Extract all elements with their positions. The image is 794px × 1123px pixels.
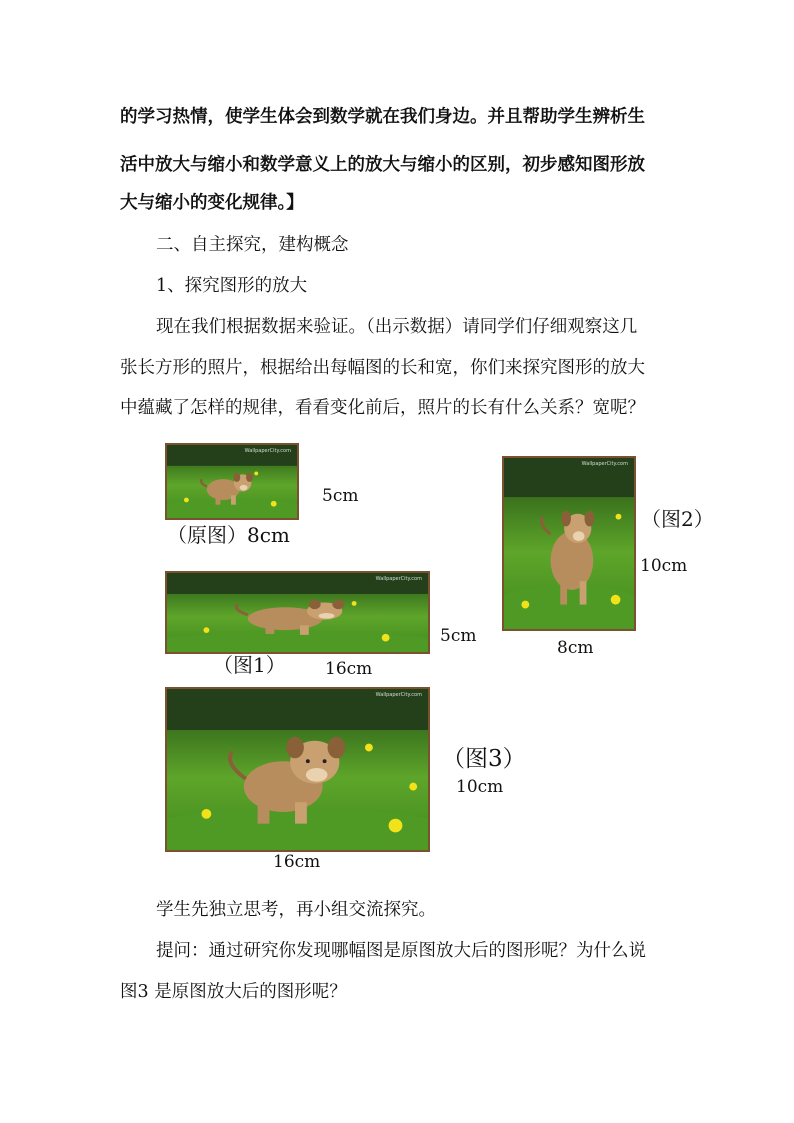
puppy-illustration: [167, 445, 297, 518]
paragraph-1-line-3: 大与缩小的变化规律。】: [120, 193, 304, 213]
paragraph-2-line-2: 张长方形的照片，根据给出每幅图的长和宽，你们来探究图形的放大: [120, 358, 645, 378]
subsection-heading: 1、探究图形的放大: [156, 276, 308, 296]
figure-2-height-label: 10cm: [640, 556, 688, 576]
puppy-illustration: [167, 573, 428, 652]
figure-1-caption: （图1）: [213, 653, 286, 677]
paragraph-4-line-1: 提问：通过研究你发现哪幅图是原图放大后的图形呢？为什么说: [156, 941, 646, 961]
paragraph-3: 学生先独立思考，再小组交流探究。: [156, 900, 436, 920]
section-heading: 二、自主探究，建构概念: [156, 235, 349, 255]
figure-1-height-label: 5cm: [440, 626, 477, 646]
paragraph-1-line-2: 活中放大与缩小和数学意义上的放大与缩小的区别，初步感知图形放: [120, 155, 645, 175]
paragraph-4-line-2: 图3 是原图放大后的图形呢？: [120, 982, 347, 1002]
puppy-illustration: [504, 458, 634, 629]
figure-3-caption: （图3）: [442, 746, 526, 772]
original-puppy-photo: [165, 443, 299, 520]
figure-3-puppy-photo: [165, 687, 430, 852]
original-height-label: 5cm: [322, 486, 359, 506]
paragraph-1-line-1: 的学习热情，使学生体会到数学就在我们身边。并且帮助学生辨析生: [120, 107, 645, 127]
photo-watermark: WallpaperCity.com: [581, 461, 628, 467]
figure-2-width-label: 8cm: [557, 638, 594, 658]
figure-1-width-label: 16cm: [325, 659, 373, 679]
puppy-illustration: [167, 689, 428, 850]
figure-2-caption: （图2）: [641, 507, 714, 531]
original-caption: （原图）8cm: [167, 523, 290, 547]
figure-1-puppy-photo: [165, 571, 430, 654]
photo-watermark: WallpaperCity.com: [244, 448, 291, 454]
figure-3-width-label: 16cm: [273, 852, 321, 872]
paragraph-2-line-3: 中蕴藏了怎样的规律，看看变化前后，照片的长有什么关系？宽呢？: [120, 398, 645, 418]
paragraph-2-line-1: 现在我们根据数据来验证。（出示数据）请同学们仔细观察这几: [156, 317, 638, 337]
photo-watermark: WallpaperCity.com: [375, 576, 422, 582]
photo-watermark: WallpaperCity.com: [375, 692, 422, 698]
figure-3-height-label: 10cm: [456, 777, 504, 797]
figure-2-puppy-photo: [502, 456, 636, 631]
